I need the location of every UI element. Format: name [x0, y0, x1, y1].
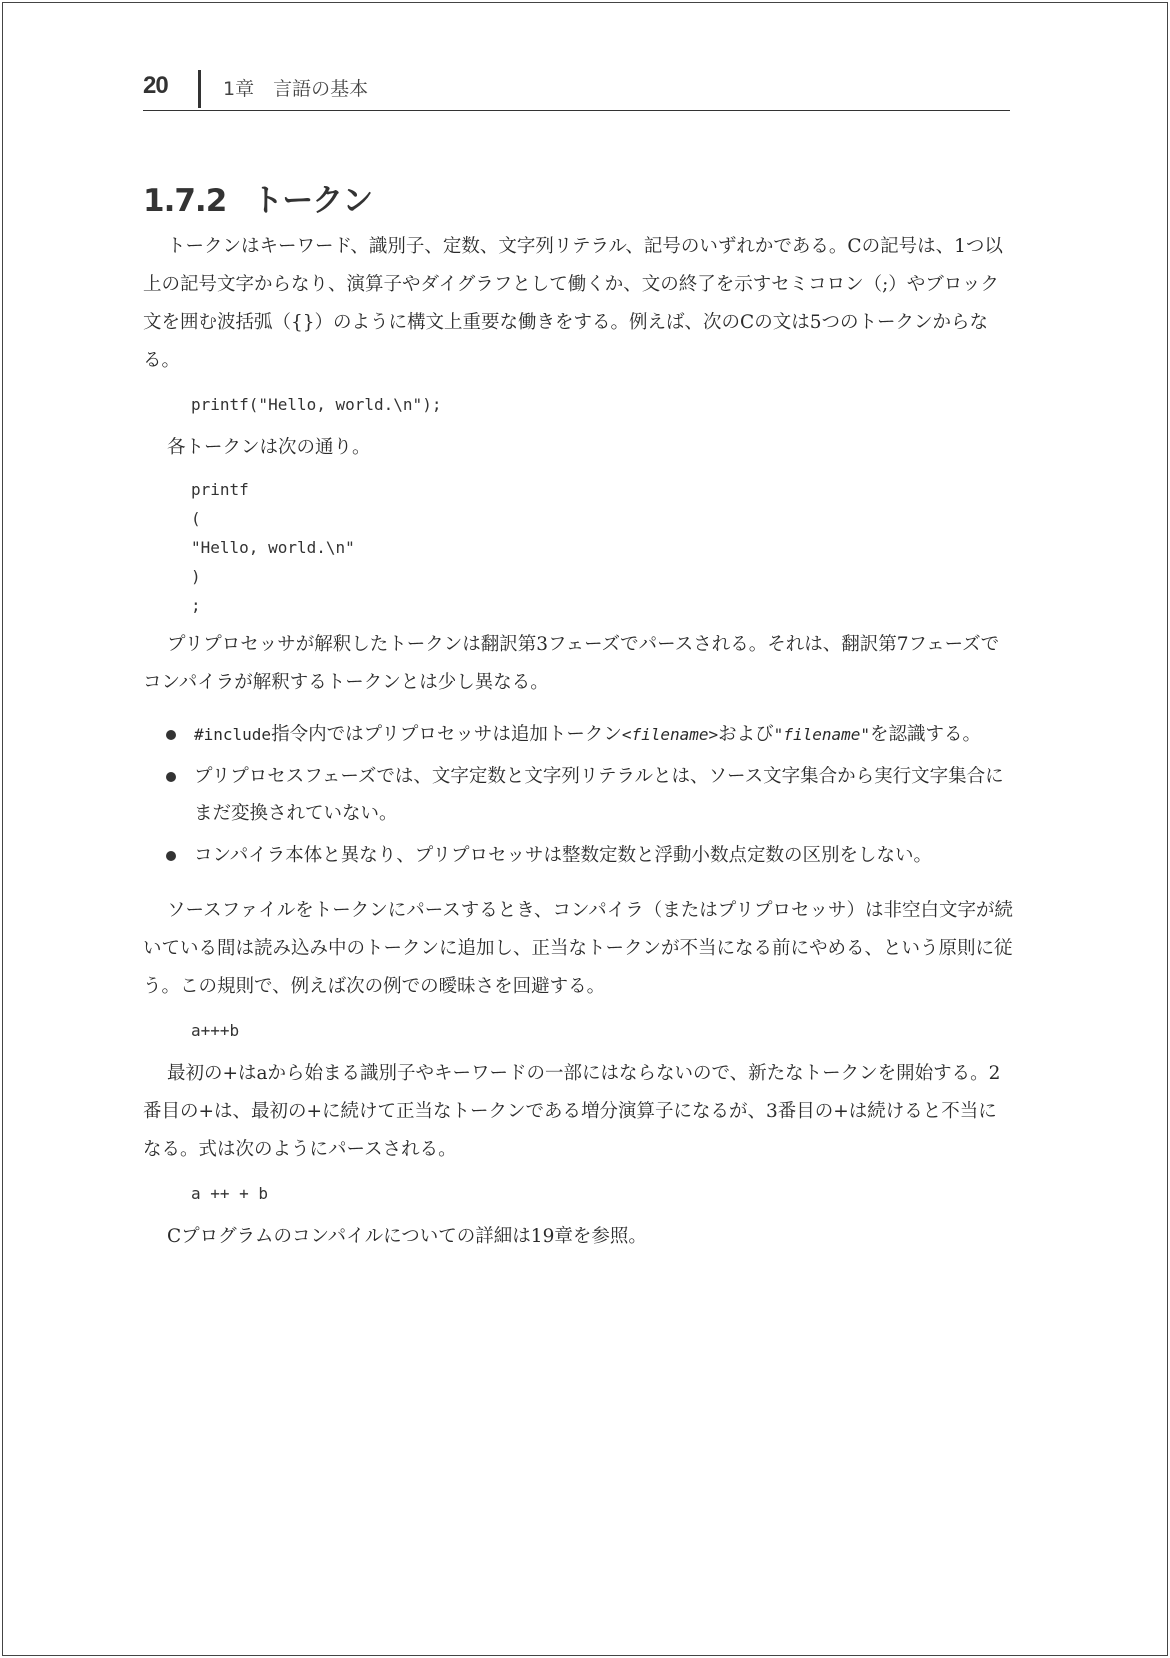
bullet-text: を認識する。 — [870, 724, 982, 745]
code-printf-statement: printf("Hello, world.\n"); — [191, 395, 442, 414]
paragraph-token-list-intro: 各トークンは次の通り。 — [167, 437, 371, 458]
code-token-list: printf ( "Hello, world.\n" ) ; — [191, 480, 355, 615]
paragraph-plus-explanation: 最初の+はaから始まる識別子やキーワードの一部にはならないので、新たなトークンを開始する。2番目の+は、最初の+に続けて正当なトークンである増分演算子になるが、3番目の+は続けると不当になる。式は次のようにパースされる。 — [143, 1063, 1001, 1160]
bullet-text: プリプロセスフェーズでは、文字定数と文字列リテラルとは、ソース文字集合から実行文字集合にまだ変換されていない。 — [194, 766, 1004, 824]
bullet-icon — [166, 851, 176, 861]
bullet-list — [143, 716, 1013, 874]
bullet-item-number-distinction — [143, 837, 1013, 874]
paragraph-parse-rule: ソースファイルをトークンにパースするとき、コンパイラ（またはプリプロセッサ）は非空白文字が続いている間は読み込み中のトークンに追加し、正当なトークンが不当になる前にやめる、という原則に従う。この規則で、例えば次の例での曖昧さを回避する。 — [143, 900, 1014, 997]
bullet-icon — [166, 772, 176, 782]
chapter-title: 1章 言語の基本 — [223, 78, 369, 100]
bullet-icon — [166, 730, 176, 740]
section-heading — [143, 175, 1013, 220]
code-example-parsed: a ++ + b — [191, 1184, 269, 1203]
paragraph-reference: Cプログラムのコンパイルについての詳細は19章を参照。 — [167, 1226, 647, 1247]
bullet-item-preprocess-phase — [143, 758, 1013, 832]
paragraph-intro: トークンはキーワード、識別子、定数、文字列リテラル、記号のいずれかである。Cの記号は、1つ以上の記号文字からなり、演算子やダイグラフとして働くか、文の終了を示すセミコロン（;）やブロック文を囲む波括弧（{}）のように構文上重要な働きをする。例えば、次のCの文は5つのトークンからなる。 — [143, 236, 1003, 371]
code-example-ambiguous: a+++b — [191, 1021, 240, 1040]
filename-quote-token: "filename" — [773, 725, 870, 744]
section-title: トークン — [252, 183, 373, 219]
section-number: 1.7.2 — [143, 183, 227, 219]
paragraph-phases: プリプロセッサが解釈したトークンは翻訳第3フェーズでパースされる。それは、翻訳第7フェーズでコンパイラが解釈するトークンとは少し異なる。 — [143, 634, 1000, 693]
bullet-text: および — [718, 724, 774, 745]
include-keyword: #include — [194, 725, 272, 744]
bullet-text: 指令内ではプリプロセッサは追加トークン — [271, 724, 622, 745]
page-header — [143, 62, 1010, 111]
page-number: 20 — [143, 72, 168, 99]
filename-angle-token: <filename> — [621, 725, 719, 744]
bullet-text: コンパイラ本体と異なり、プリプロセッサは整数定数と浮動小数点定数の区別をしない。 — [194, 845, 932, 866]
bullet-item-include — [143, 716, 1013, 753]
page-body — [143, 175, 1013, 1256]
header-divider — [198, 70, 201, 108]
